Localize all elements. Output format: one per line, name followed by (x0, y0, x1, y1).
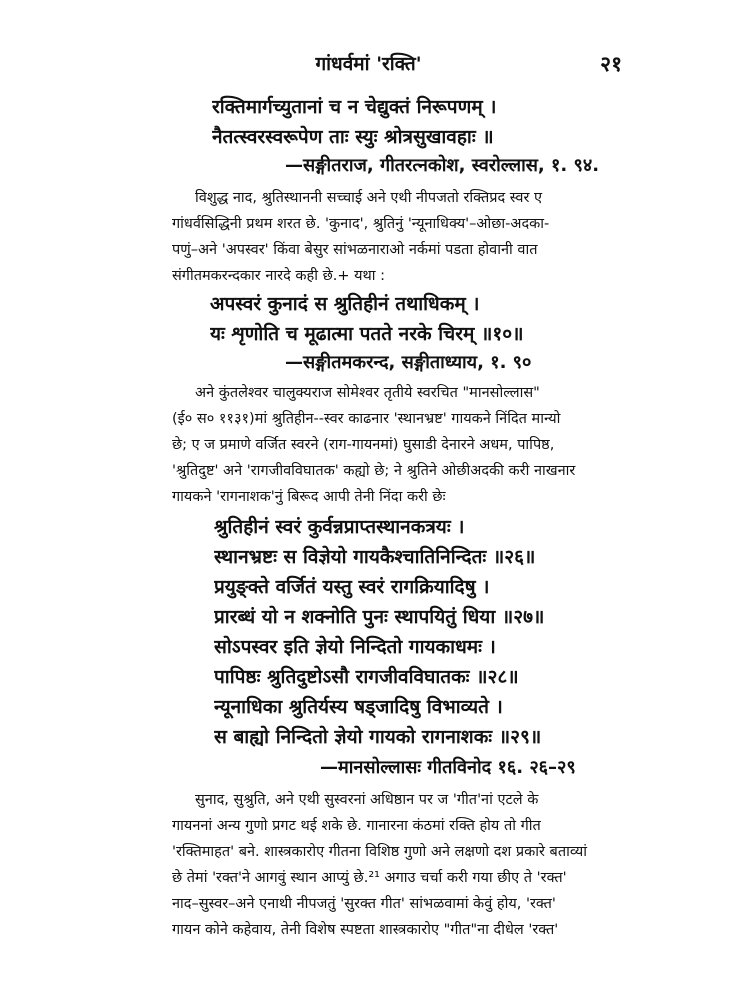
quote3-line-7: न्यूनाधिका श्रुतिर्यस्य षड्जादिषु विभाव्यते । (214, 696, 503, 718)
running-header: गांधर्वमां 'रक्ति' (315, 53, 422, 75)
quote3-line-3: प्रयुङ्क्ते वर्जितं यस्तु स्वरं रागक्रियादिषु । (214, 576, 490, 598)
para1-line-4: संगीतमकरन्दकार नारदे कही छे.+ यथा : (172, 268, 386, 284)
quote2-line-1: अपस्वरं कुनादं स श्रुतिहीनं तथाधिकम् । (210, 293, 480, 315)
para3-line-3: 'रक्तिमाहत' बने. शास्त्रकारोए गीतना विशिष्ठ गुणो अने लक्षणो दश प्रकारे बताव्यां (172, 844, 587, 860)
para2-line-2: (ई० स० ११३१)मां श्रुतिहीन--स्वर काढनार 'स्थानभ्रष्ट' गायकने निंदित मान्यो (172, 411, 561, 427)
quote3-line-4: प्रारब्धं यो न शक्नोति पुनः स्थापयितुं धिया ॥२७॥ (214, 606, 545, 628)
quote3-line-5: सोऽपस्वर इति ज्ञेयो निन्दितो गायकाधमः । (214, 636, 496, 658)
quote3-line-2: स्थानभ्रष्टः स विज्ञेयो गायकैश्चातिनिन्दितः ॥२६॥ (214, 546, 536, 568)
quote3-line-6: पापिष्ठः श्रुतिदुष्टोऽसौ रागजीवविघातकः ॥२८॥ (214, 666, 519, 688)
quote3-line-1: श्रुतिहीनं स्वरं कुर्वन्नप्राप्तस्थानकत्रयः । (214, 516, 465, 538)
para1-line-2: गांधर्वसिद्धिनी प्रथम शरत छे. 'कुनाद', श्रुतिनुं 'न्यूनाधिक्य'–ओछा-अदका- (172, 216, 550, 232)
para3-line-5: नाद–सुस्वर–अने एनाथी नीपजतुं 'सुरक्त गीत' सांभळवामां केवुं होय, 'रक्त' (172, 896, 556, 912)
quote3-source: —मानसोल्लासः गीतविनोद १६. २६–२९ (320, 757, 576, 778)
para2-line-3: छे; ए ज प्रमाणे वर्जित स्वरने (राग-गायनमां) घुसाडी देनारने अधम, पापिष्ठ, (172, 437, 555, 453)
para2-line-4: 'श्रुतिदुष्ट' अने 'रागजीवविघातक' कह्यो छे; ने श्रुतिने ओछीअदकी करी नाखनार (172, 463, 576, 479)
quote1-source: —सङ्गीतराज, गीतरत्नकोश, स्वरोल्लास, १. ९४. (285, 155, 600, 176)
quote1-line-1: रक्तिमार्गच्युतानां च न चेद्युक्तं निरूपणम् । (212, 96, 497, 118)
quote2-source: —सङ्गीतमकरन्द, सङ्गीताध्याय, १. ९० (285, 352, 532, 373)
quote3-line-8: स बाह्यो निन्दितो ज्ञेयो गायको रागनाशकः ॥२९॥ (214, 726, 542, 748)
page-number: २१ (600, 52, 622, 76)
para1-line-1: विशुद्ध नाद, श्रुतिस्थाननी सच्चाई अने एथी नीपजतो रक्तिप्रद स्वर ए (195, 190, 543, 206)
para2-line-1: अने कुंतलेश्वर चालुक्यराज सोमेश्वर तृतीये स्वरचित "मानसोल्लास" (195, 385, 540, 401)
para3-line-2: गायननां अन्य गुणो प्रगट थई शके छे. गानारना कंठमां रक्ति होय तो गीत (172, 818, 541, 834)
para2-line-5: गायकने 'रागनाशक'नुं बिरूद आपी तेनी निंदा करी छेः (172, 489, 446, 505)
para3-line-4: छे तेमां 'रक्त'ने आगवुं स्थान आप्युं छे.²¹ अगाउ चर्चा करी गया छीए ते 'रक्त' (172, 870, 567, 886)
para3-line-1: सुनाद, सुश्रुति, अने एथी सुस्वरनां अधिष्ठान पर ज 'गीत'नां एटले के (195, 792, 539, 808)
para1-line-3: पणुं–अने 'अपस्वर' किंवा बेसुर सांभळनाराओ नर्कमां पडता होवानी वात (172, 242, 538, 258)
quote2-line-2: यः शृणोति च मूढात्मा पतते नरके चिरम् ॥१०॥ (210, 323, 524, 345)
para3-line-6: गायन कोने कहेवाय, तेनी विशेष स्पष्टता शास्त्रकारोए "गीत"ना दीधेल 'रक्त' (172, 922, 559, 938)
quote1-line-2: नैतत्स्वरस्वरूपेण ताः स्युः श्रोत्रसुखावहाः ॥ (212, 126, 494, 148)
